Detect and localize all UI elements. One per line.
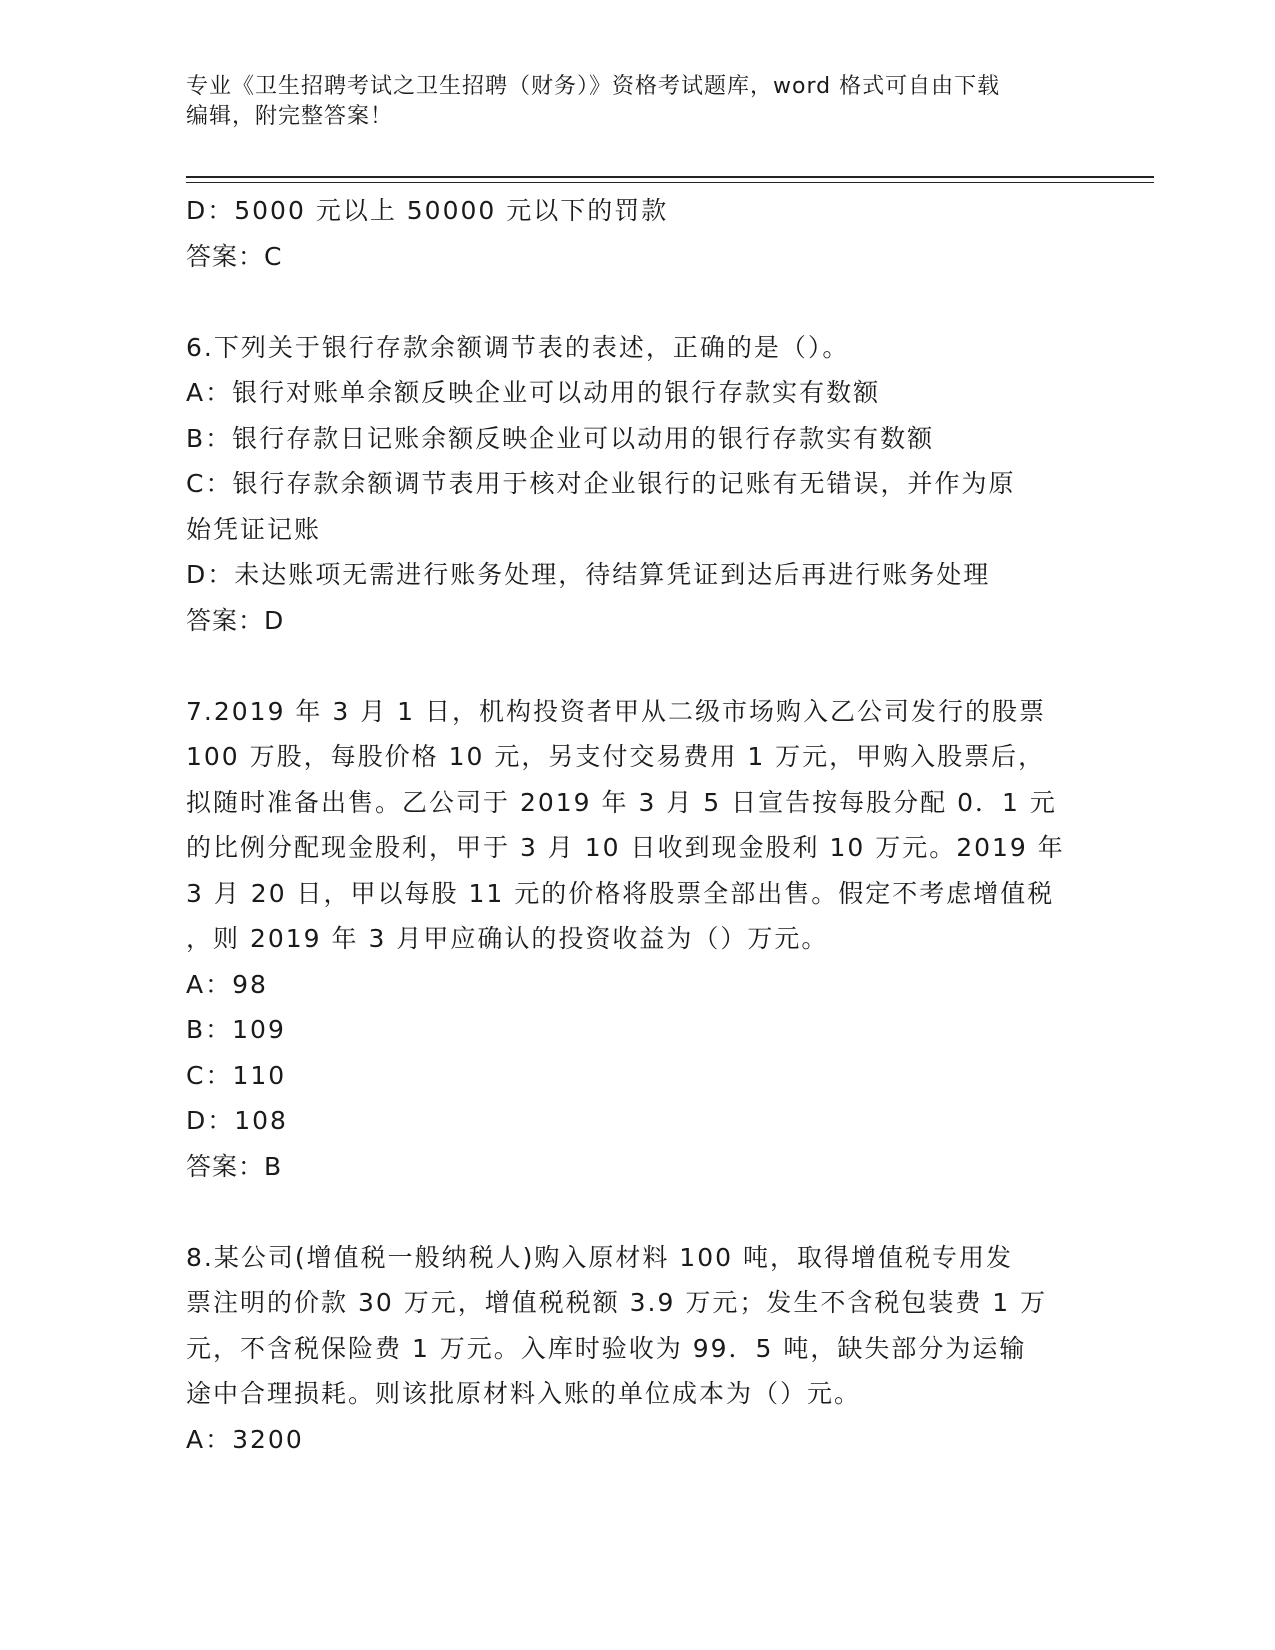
question-stem-continued: 100 万股，每股价格 10 元，另支付交易费用 1 万元，甲购入股票后， — [186, 742, 1046, 771]
question-stem: 6.下列关于银行存款余额调节表的表述，正确的是（）。 — [186, 332, 850, 362]
question-stem-continued: 元，不含税保险费 1 万元。入库时验收为 99．5 吨，缺失部分为运输 — [186, 1333, 1027, 1363]
question-stem-continued: 拟随时准备出售。乙公司于 2019 年 3 月 5 日宣告按每股分配 0．1 元 — [186, 787, 1057, 817]
answer: 答案：C — [186, 241, 283, 271]
question-list — [186, 188, 1086, 1462]
answer: 答案：D — [186, 605, 285, 635]
option-d: D：5000 元以上 50000 元以下的罚款 — [186, 196, 669, 225]
option-c: C：银行存款余额调节表用于核对企业银行的记账有无错误，并作为原 — [186, 469, 1016, 498]
question-5-tail — [186, 188, 1086, 279]
option-c-continued: 始凭证记账 — [186, 514, 322, 544]
question-stem-continued: 途中合理损耗。则该批原材料入账的单位成本为（）元。 — [186, 1379, 862, 1408]
answer: 答案：B — [186, 1151, 283, 1181]
spacer — [186, 279, 1086, 325]
question-stem-continued: 票注明的价款 30 万元，增值税税额 3.9 万元；发生不含税包装费 1 万 — [186, 1288, 1048, 1317]
question-7 — [186, 689, 1086, 1190]
question-stem: 8.某公司(增值税一般纳税人)购入原材料 100 吨，取得增值税专用发 — [186, 1242, 1013, 1272]
question-8 — [186, 1235, 1086, 1463]
spacer — [186, 1189, 1086, 1235]
document-header — [186, 72, 1066, 132]
question-stem-continued: ，则 2019 年 3 月甲应确认的投资收益为（）万元。 — [186, 924, 829, 953]
header-divider — [186, 176, 1154, 178]
question-stem-continued: 3 月 20 日，甲以每股 11 元的价格将股票全部出售。假定不考虑增值税 — [186, 878, 1055, 908]
option-d: D：未达账项无需进行账务处理，待结算凭证到达后再进行账务处理 — [186, 560, 991, 589]
question-stem-continued: 的比例分配现金股利，甲于 3 月 10 日收到现金股利 10 万元。2019 年 — [186, 833, 1065, 862]
option-b: B：109 — [186, 1015, 286, 1044]
header-divider-thin — [186, 182, 1154, 183]
option-a: A：98 — [186, 969, 268, 999]
option-a: A：3200 — [186, 1424, 304, 1454]
option-d: D：108 — [186, 1106, 288, 1135]
header-line-1: 专业《卫生招聘考试之卫生招聘（财务）》资格考试题库，word 格式可自由下载 — [186, 74, 1001, 99]
option-a: A：银行对账单余额反映企业可以动用的银行存款实有数额 — [186, 378, 881, 407]
option-c: C：110 — [186, 1060, 287, 1090]
option-b: B：银行存款日记账余额反映企业可以动用的银行存款实有数额 — [186, 423, 935, 453]
question-stem: 7.2019 年 3 月 1 日，机构投资者甲从二级市场购入乙公司发行的股票 — [186, 696, 1047, 726]
spacer — [186, 643, 1086, 689]
header-line-2: 编辑，附完整答案！ — [186, 104, 394, 129]
question-6 — [186, 325, 1086, 644]
